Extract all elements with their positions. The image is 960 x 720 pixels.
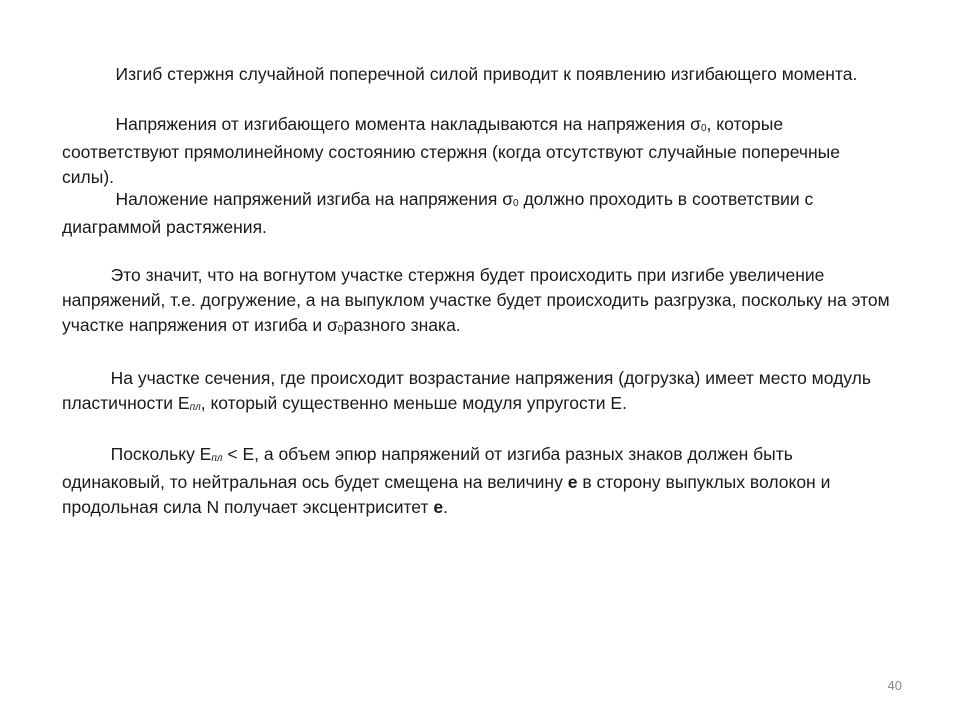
paragraph-diagram-compliance bbox=[62, 187, 892, 240]
paragraph-text-middle2: в сторону выпуклых волокон и продольная сила N получает эксцентриситет bbox=[62, 472, 831, 517]
paragraph-text-end: . bbox=[443, 497, 448, 517]
modulus-subscript: пл bbox=[189, 402, 201, 413]
paragraph-text-end: , который существенно меньше модуля упругости Е. bbox=[200, 393, 627, 413]
paragraph-text-start: Это значит, что на вогнутом участке стержня будет происходить при изгибе увеличение напряжений, т.е. догружение, а на выпуклом участке будет происходить разгрузка, поскольку на этом участке напряжения от изгиба и σ bbox=[62, 265, 890, 335]
paragraph-neutral-axis-shift bbox=[62, 442, 892, 520]
paragraph-text: Изгиб стержня случайной поперечной силой приводит к появлению изгибающего момента. bbox=[115, 64, 858, 84]
paragraph-bending-moment bbox=[62, 62, 892, 87]
eccentricity-symbol: е bbox=[567, 472, 578, 492]
paragraph-plasticity-modulus bbox=[62, 366, 892, 419]
paragraph-text-start: На участке сечения, где происходит возрастание напряжения (догрузка) имеет место модуль пластичности Е bbox=[62, 368, 871, 413]
paragraph-text-start: Напряжения от изгибающего момента накладываются на напряжения σ bbox=[115, 114, 701, 134]
paragraph-loading-unloading bbox=[62, 263, 892, 341]
indent bbox=[62, 368, 111, 388]
paragraph-text-end: должно проходить в соответствии с диаграммой растяжения. bbox=[62, 189, 814, 237]
modulus-subscript: пл bbox=[211, 453, 223, 464]
sigma-subscript: 0 bbox=[337, 324, 344, 335]
indent bbox=[62, 64, 115, 84]
indent bbox=[62, 265, 111, 285]
sigma-subscript: 0 bbox=[700, 123, 707, 134]
eccentricity-symbol: е bbox=[433, 497, 444, 517]
indent bbox=[62, 189, 115, 209]
indent bbox=[62, 114, 115, 134]
sigma-subscript: 0 bbox=[513, 198, 519, 209]
paragraph-text-start: Поскольку Е bbox=[110, 444, 212, 464]
paragraph-stress-superposition bbox=[62, 112, 892, 190]
paragraph-text-middle: < Е, а объем эпюр напряжений от изгиба разных знаков должен быть одинаковый, то нейтральная ось будет смещена на величину bbox=[62, 444, 793, 492]
page-number: 40 bbox=[887, 678, 902, 693]
paragraph-text-start: Наложение напряжений изгиба на напряжения σ bbox=[115, 189, 514, 209]
indent bbox=[62, 444, 111, 464]
paragraph-text-end: разного знака. bbox=[343, 315, 461, 335]
paragraph-text-end: , которые соответствуют прямолинейному состоянию стержня (когда отсутствуют случайные поперечные силы). bbox=[62, 114, 840, 187]
